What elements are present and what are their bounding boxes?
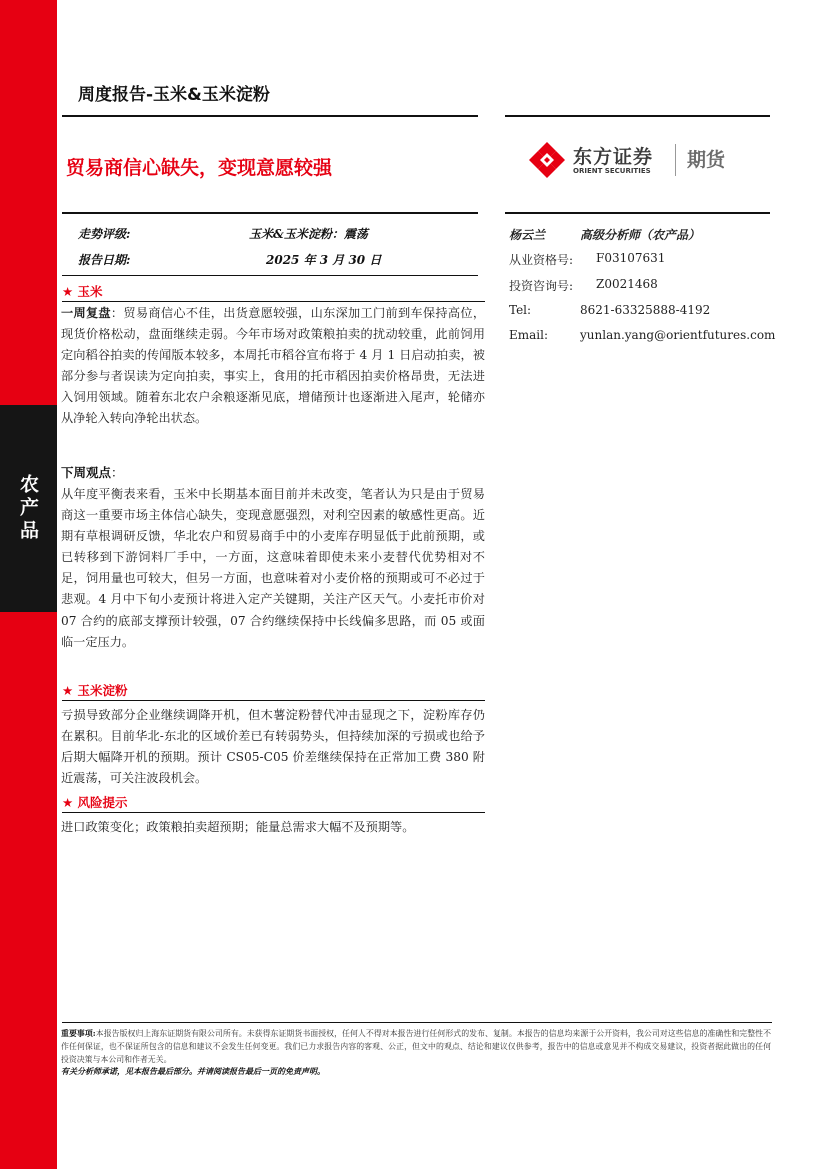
corn-outlook-title-text: 下周观点	[61, 465, 112, 480]
rating-label: 走势评级:	[78, 227, 131, 241]
analyst-promise-note: 有关分析师承诺，见本报告最后部分。并请阅读报告最后一页的免责声明。	[61, 1066, 325, 1076]
starch-paragraph: 亏损导致部分企业继续调降开机，但木薯淀粉替代冲击显现之下，淀粉库存仍在累积。目前华北-东北的区域价差已有转弱势头，但持续加深的亏损或也给予后期大幅降开机的预期。预计 CS05-C05 价差继续保持在正常加工费 380 附近震荡，可关注波段机会。	[61, 708, 485, 786]
report-date-label: 报告日期:	[78, 253, 131, 267]
headline: 贸易商信心缺失，变现意愿较强	[66, 157, 333, 179]
section-starch-rule	[62, 700, 485, 701]
corn-outlook-paragraph: 从年度平衡表来看，玉米中长期基本面目前并未改变，笔者认为只是由于贸易商这一重要市场主体信心缺失，变现意愿强烈，对利空因素的敏感性更高。近期有草根调研反馈，华北农户和贸易商手中的小麦库存明显低于此前预期，或已转移到下游饲料厂手中，一方面，这意味着即使未来小麦替代优势相对不足，饲用量也可较大，但另一方面，也意味着对小麦价格的预期或可不必过于悲观。4 月中下旬小麦预计将进入定产关键期，关注产区天气。小麦托市价对 07 合约的底部支撑预计较强，07 合约继续保持中长线偏多思路，而 05 或面临一定压力。	[61, 487, 485, 649]
header-rule-right	[505, 115, 770, 117]
company-logo	[527, 140, 747, 182]
section-risk-rule	[62, 812, 485, 813]
corn-outlook-colon: ：	[111, 465, 124, 480]
meta-rule-left	[62, 212, 478, 214]
meta-rule-right	[505, 212, 770, 214]
logo-name-cn: 东方证券	[573, 146, 654, 168]
risk-paragraph: 进口政策变化；政策粮拍卖超预期；能量总需求大幅不及预期等。	[61, 820, 415, 834]
logo-division: 期货	[687, 149, 726, 171]
email-value[interactable]: yunlan.yang@orientfutures.com	[580, 328, 776, 342]
license-value: F03107631	[596, 251, 666, 265]
footer-rule	[62, 1022, 772, 1023]
disclaimer-text: 本报告版权归上海东证期货有限公司所有。未获得东证期货书面授权，任何人不得对本报告进行任何形式的发布、复制。本报告的信息均来源于公开资料，我公司对这些信息的准确性和完整性不作任何保证，也不保证所包含的信息和建议不会发生任何变更。我们已力求报告内容的客观、公正，但文中的观点、结论和建议仅供参考，报告中的信息或意见并不构成交易建议，投资者据此做出的任何投资决策与本公司和作者无关。	[61, 1029, 771, 1064]
tel-label: Tel:	[509, 303, 532, 317]
logo-name-en: ORIENT SECURITIES	[573, 167, 651, 175]
header-rule-left	[62, 115, 478, 117]
meta-bottom-rule	[62, 275, 478, 276]
disclaimer	[61, 1027, 771, 1066]
section-corn-rule	[62, 301, 485, 302]
logo-separator	[675, 144, 676, 176]
section-starch-title: ★ 玉米淀粉	[62, 683, 128, 698]
license-label: 从业资格号:	[509, 253, 574, 267]
corn-review-lead: 一周复盘	[61, 306, 111, 320]
sidebar-category-label: 农产品	[17, 474, 39, 543]
sidebar-category-block	[0, 405, 57, 612]
corn-review-paragraph	[61, 303, 485, 430]
report-type-title: 周度报告-玉米&玉米淀粉	[78, 85, 270, 105]
orient-logo-icon	[527, 140, 567, 180]
section-corn-title: ★ 玉米	[62, 284, 103, 299]
corn-outlook-title	[61, 463, 124, 481]
email-label: Email:	[509, 328, 549, 342]
consult-label: 投资咨询号:	[509, 279, 574, 293]
corn-review-text: ：贸易商信心不佳，出货意愿较强，山东深加工门前到车保持高位，现货价格松动，盘面继续走弱。今年市场对政策粮拍卖的扰动较重，此前饲用定向稻谷拍卖的传闻版本较多，本周托市稻谷宣布将于 4 月 1 日启动拍卖，被部分参与者误读为定向拍卖，事实上，食用的托市稻因拍卖价格昂贵，无法进入饲用领域。随着东北农户余粮逐渐见底，增储预计也逐渐进入尾声，轮储亦从净轮入转向净轮出状态。	[61, 306, 486, 426]
analyst-title: 高级分析师（农产品）	[580, 228, 701, 242]
consult-value: Z0021468	[596, 277, 658, 291]
section-risk-title: ★ 风险提示	[62, 795, 128, 810]
tel-value: 8621-63325888-4192	[580, 303, 711, 317]
rating-value: 玉米&玉米淀粉：震荡	[249, 227, 368, 241]
analyst-name: 杨云兰	[509, 228, 546, 242]
disclaimer-title: 重要事项:	[61, 1029, 96, 1038]
report-date-value: 2025 年 3 月 30 日	[266, 253, 382, 267]
